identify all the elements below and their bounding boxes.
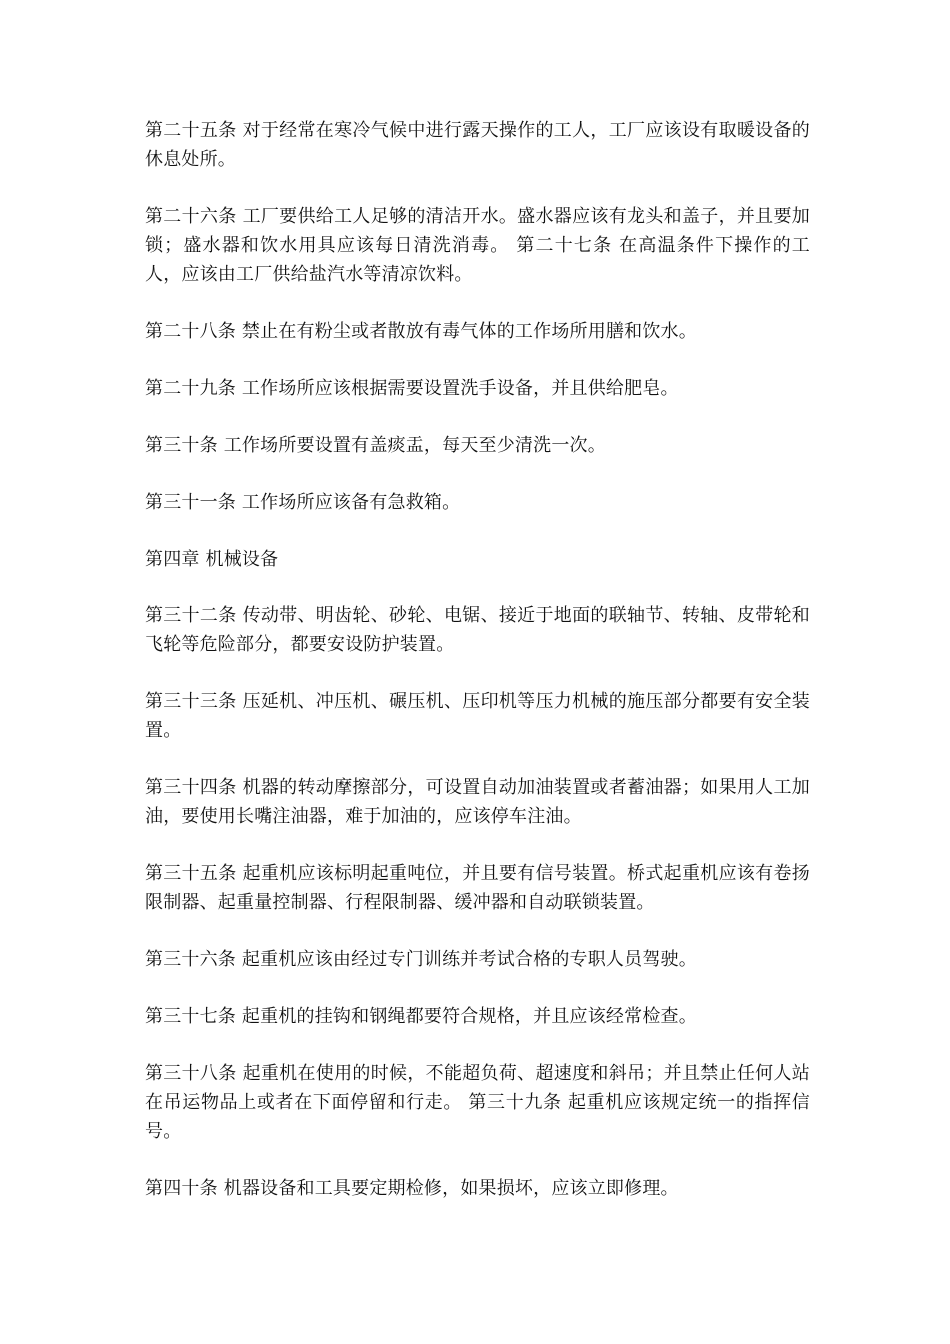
article-30: 第三十条 工作场所要设置有盖痰盂，每天至少清洗一次。 <box>145 435 606 456</box>
article-31: 第三十一条 工作场所应该备有急救箱。 <box>145 492 461 513</box>
article-25: 第二十五条 对于经常在寒冷气候中进行露天操作的工人，工厂应该设有取暖设备的休息处所。 <box>145 120 810 170</box>
article-29: 第二十九条 工作场所应该根据需要设置洗手设备，并且供给肥皂。 <box>145 378 679 399</box>
article-32: 第三十二条 传动带、明齿轮、砂轮、电锯、接近于地面的联轴节、转轴、皮带轮和飞轮等危险部分，都要安设防护装置。 <box>145 605 810 655</box>
article-38-39: 第三十八条 起重机在使用的时候，不能超负荷、超速度和斜吊；并且禁止任何人站在吊运物品上或者在下面停留和行走。 第三十九条 起重机应该规定统一的指挥信号。 <box>145 1063 810 1142</box>
article-36: 第三十六条 起重机应该由经过专门训练并考试合格的专职人员驾驶。 <box>145 949 697 970</box>
article-40: 第四十条 机器设备和工具要定期检修，如果损坏，应该立即修理。 <box>145 1178 679 1199</box>
article-34: 第三十四条 机器的转动摩擦部分，可设置自动加油装置或者蓄油器；如果用人工加油，要使用长嘴注油器，难于加油的，应该停车注油。 <box>145 777 810 827</box>
document-body <box>145 116 810 1231</box>
article-26-27: 第二十六条 工厂要供给工人足够的清洁开水。盛水器应该有龙头和盖子，并且要加锁；盛水器和饮水用具应该每日清洗消毒。 第二十七条 在高温条件下操作的工人，应该由工厂供给盐汽水等清凉饮料。 <box>145 206 810 285</box>
article-33: 第三十三条 压延机、冲压机、碾压机、压印机等压力机械的施压部分都要有安全装置。 <box>145 691 810 741</box>
article-37: 第三十七条 起重机的挂钩和钢绳都要符合规格，并且应该经常检查。 <box>145 1006 697 1027</box>
chapter-4-heading: 第四章 机械设备 <box>145 549 279 570</box>
article-28: 第二十八条 禁止在有粉尘或者散放有毒气体的工作场所用膳和饮水。 <box>145 321 697 342</box>
article-35: 第三十五条 起重机应该标明起重吨位，并且要有信号装置。桥式起重机应该有卷扬限制器、起重量控制器、行程限制器、缓冲器和自动联锁装置。 <box>145 863 810 913</box>
